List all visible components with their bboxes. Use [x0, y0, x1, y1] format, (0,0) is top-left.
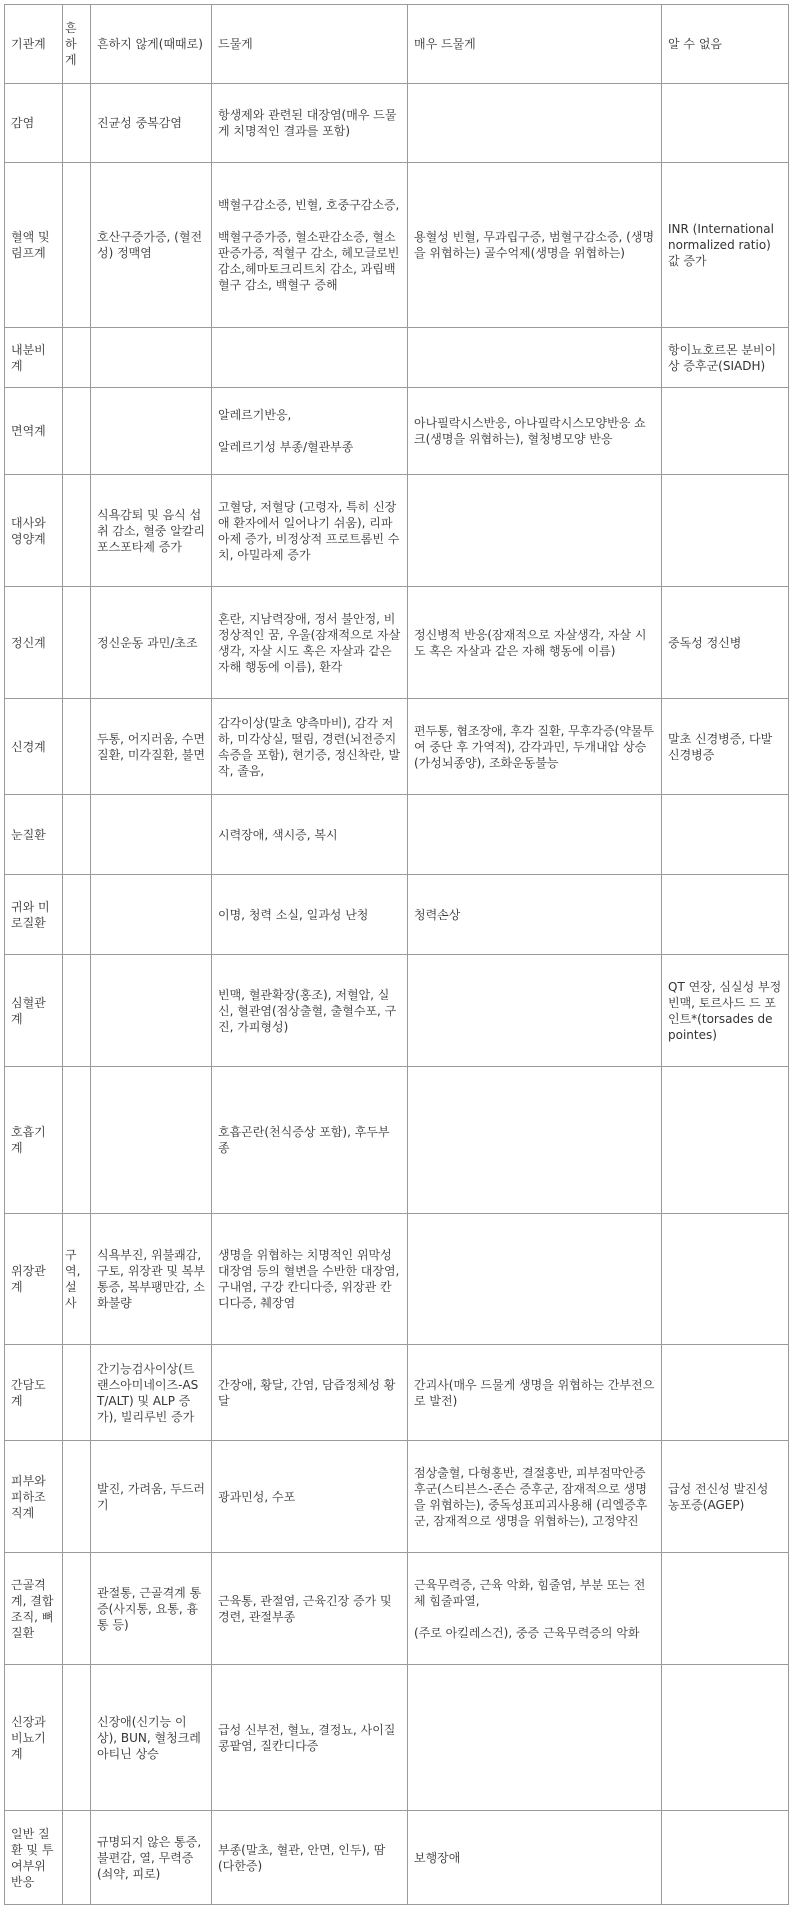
table-cell: 근육무력증, 근육 악화, 힘줄염, 부분 또는 전체 힘줄파열, (주로 아킬레스건), 중증 근육무력증의 악화: [408, 1553, 662, 1665]
organ-system-cell: 근골격계, 결합조직, 뼈 질환: [5, 1553, 63, 1665]
table-cell: [662, 1214, 789, 1345]
table-cell: [662, 84, 789, 163]
organ-system-cell: 내분비계: [5, 328, 63, 388]
table-cell: [91, 388, 212, 475]
table-cell: 백혈구감소증, 빈혈, 호중구감소증, 백혈구증가증, 혈소판감소증, 혈소판증가증, 적혈구 감소, 헤모글로빈 감소,헤마토크리트치 감소, 과립백혈구 감소, 백혈구 증해: [212, 163, 408, 328]
table-cell: [408, 84, 662, 163]
table-cell: 편두통, 협조장애, 후각 질환, 무후각증(약물투여 중단 후 가역적), 감각과민, 두개내압 상승(가성뇌종양), 조화운동불능: [408, 699, 662, 795]
table-cell: 관절통, 근골격계 통증(사지통, 요통, 흉통 등): [91, 1553, 212, 1665]
table-cell: 생명을 위협하는 치명적인 위막성대장염 등의 혈변을 수반한 대장염, 구내염, 구강 칸디다증, 위장관 칸디다증, 췌장염: [212, 1214, 408, 1345]
table-row: [5, 699, 789, 795]
table-cell: 용혈성 빈혈, 무과립구증, 범혈구감소증, (생명을 위협하는) 골수억제(생명을 위협하는): [408, 163, 662, 328]
table-cell: [63, 163, 91, 328]
table-cell: [662, 475, 789, 587]
table-cell: [91, 1067, 212, 1214]
column-header: 기관계: [5, 5, 63, 84]
table-cell: [91, 955, 212, 1067]
table-row: [5, 1067, 789, 1214]
organ-system-cell: 신경계: [5, 699, 63, 795]
table-cell: [212, 328, 408, 388]
table-cell: [63, 587, 91, 699]
adverse-reaction-table: [4, 4, 789, 1905]
organ-system-cell: 신장과 비뇨기계: [5, 1665, 63, 1811]
header-row: [5, 5, 789, 84]
table-row: [5, 875, 789, 955]
table-cell: 청력손상: [408, 875, 662, 955]
table-row: [5, 1811, 789, 1905]
table-cell: [63, 1665, 91, 1811]
table-cell: INR (International normalized ratio) 값 증가: [662, 163, 789, 328]
organ-system-cell: 혈액 및 림프계: [5, 163, 63, 328]
organ-system-cell: 심혈관계: [5, 955, 63, 1067]
table-cell: 발진, 가려움, 두드러기: [91, 1441, 212, 1553]
table-cell: [63, 388, 91, 475]
column-header: 드물게: [212, 5, 408, 84]
table-cell: [63, 1441, 91, 1553]
table-row: [5, 1665, 789, 1811]
table-row: [5, 388, 789, 475]
organ-system-cell: 정신계: [5, 587, 63, 699]
organ-system-cell: 귀와 미로질환: [5, 875, 63, 955]
table-cell: 근육통, 관절염, 근육긴장 증가 및 경련, 관절부종: [212, 1553, 408, 1665]
table-cell: 고혈당, 저혈당 (고령자, 특히 신장애 환자에서 일어나기 쉬움), 리파아제 증가, 비정상적 프로트롬빈 수치, 아밀라제 증가: [212, 475, 408, 587]
table-cell: 정신운동 과민/초조: [91, 587, 212, 699]
table-cell: [63, 699, 91, 795]
table-cell: 급성 신부전, 혈뇨, 결정뇨, 사이질콩팥염, 질칸디다증: [212, 1665, 408, 1811]
table-row: [5, 163, 789, 328]
table-cell: 구역, 설사: [63, 1214, 91, 1345]
table-cell: 말초 신경병증, 다발신경병증: [662, 699, 789, 795]
table-cell: 간기능검사이상(트랜스아미네이즈-AST/ALT) 및 ALP 증가), 빌리루빈 증가: [91, 1345, 212, 1441]
table-cell: [662, 1811, 789, 1905]
organ-system-cell: 눈질환: [5, 795, 63, 875]
table-row: [5, 587, 789, 699]
table-cell: [91, 875, 212, 955]
table-cell: 정신병적 반응(잠재적으로 자살생각, 자살 시도 혹은 자살과 같은 자해 행동에 이름): [408, 587, 662, 699]
table-cell: 두통, 어지러움, 수면질환, 미각질환, 불면: [91, 699, 212, 795]
table-cell: 빈맥, 혈관확장(홍조), 저혈압, 실신, 혈관염(점상출혈, 출혈수포, 구진, 가피형성): [212, 955, 408, 1067]
column-header: 알 수 없음: [662, 5, 789, 84]
table-row: [5, 795, 789, 875]
table-cell: [63, 1811, 91, 1905]
table-cell: 급성 전신성 발진성 농포증(AGEP): [662, 1441, 789, 1553]
table-cell: 혼란, 지남력장애, 정서 불안정, 비정상적인 꿈, 우울(잠재적으로 자살생각, 자살 시도 혹은 자살과 같은 자해 행동에 이름), 환각: [212, 587, 408, 699]
table-cell: 광과민성, 수포: [212, 1441, 408, 1553]
table-row: [5, 328, 789, 388]
table-cell: 보행장애: [408, 1811, 662, 1905]
organ-system-cell: 감염: [5, 84, 63, 163]
table-cell: [408, 328, 662, 388]
table-cell: [63, 1067, 91, 1214]
table-cell: [662, 1345, 789, 1441]
table-cell: [63, 475, 91, 587]
table-cell: [408, 475, 662, 587]
table-row: [5, 475, 789, 587]
column-header: 흔하게: [63, 5, 91, 84]
table-cell: 점상출혈, 다형홍반, 결절홍반, 피부점막안증후군(스티븐스-존슨 증후군, 잠재적으로 생명을 위협하는), 중독성표피괴사용해 (리엘증후군, 잠재적으로 생명을 위협하는), 고정약진: [408, 1441, 662, 1553]
table-cell: 중독성 정신병: [662, 587, 789, 699]
table-cell: [662, 1665, 789, 1811]
table-cell: [662, 1553, 789, 1665]
organ-system-cell: 피부와 피하조직계: [5, 1441, 63, 1553]
organ-system-cell: 간담도계: [5, 1345, 63, 1441]
organ-system-cell: 일반 질환 및 투여부위 반응: [5, 1811, 63, 1905]
table-cell: [63, 1553, 91, 1665]
table-cell: 부종(말초, 혈관, 안면, 인두), 땀(다한증): [212, 1811, 408, 1905]
table-cell: 식욕감퇴 및 음식 섭취 감소, 혈중 알칼리 포스포타제 증가: [91, 475, 212, 587]
organ-system-cell: 면역계: [5, 388, 63, 475]
table-cell: 아나필락시스반응, 아나필락시스모양반응 쇼크(생명을 위협하는), 혈청병모양 반응: [408, 388, 662, 475]
table-cell: 신장애(신기능 이상), BUN, 혈청크레아티닌 상승: [91, 1665, 212, 1811]
table-cell: [408, 1214, 662, 1345]
table-cell: [408, 795, 662, 875]
table-cell: [63, 1345, 91, 1441]
table-cell: 이명, 청력 소실, 일과성 난청: [212, 875, 408, 955]
column-header: 흔하지 않게(때때로): [91, 5, 212, 84]
table-row: [5, 955, 789, 1067]
column-header: 매우 드물게: [408, 5, 662, 84]
table-cell: 호산구증가증, (혈전성) 정맥염: [91, 163, 212, 328]
table-row: [5, 1441, 789, 1553]
table-cell: 감각이상(말초 양측마비), 감각 저하, 미각상실, 떨림, 경련(뇌전증지속증을 포함), 현기증, 정신착란, 발작, 졸음,: [212, 699, 408, 795]
table-cell: 호흡곤란(천식증상 포함), 후두부종: [212, 1067, 408, 1214]
table-cell: 진균성 중복감염: [91, 84, 212, 163]
organ-system-cell: 대사와 영양계: [5, 475, 63, 587]
table-cell: 알레르기반응, 알레르기성 부종/혈관부종: [212, 388, 408, 475]
organ-system-cell: 호흡기계: [5, 1067, 63, 1214]
organ-system-cell: 위장관계: [5, 1214, 63, 1345]
table-cell: [91, 328, 212, 388]
table-cell: 간괴사(매우 드물게 생명을 위협하는 간부전으로 발전): [408, 1345, 662, 1441]
table-cell: [63, 795, 91, 875]
table-cell: 항이뇨호르몬 분비이상 증후군(SIADH): [662, 328, 789, 388]
table-cell: [63, 955, 91, 1067]
table-row: [5, 1345, 789, 1441]
table-cell: QT 연장, 심실성 부정빈맥, 토르사드 드 포인트*(torsades de pointes): [662, 955, 789, 1067]
table-cell: 시력장애, 색시증, 복시: [212, 795, 408, 875]
table-cell: [662, 1067, 789, 1214]
table-cell: [63, 328, 91, 388]
table-cell: [91, 795, 212, 875]
table-row: [5, 84, 789, 163]
table-cell: 규명되지 않은 통증, 불편감, 열, 무력증(쇠약, 피로): [91, 1811, 212, 1905]
table-row: [5, 1553, 789, 1665]
table-row: [5, 1214, 789, 1345]
table-cell: [63, 84, 91, 163]
table-cell: [408, 1067, 662, 1214]
table-cell: [63, 875, 91, 955]
table-cell: [408, 1665, 662, 1811]
table-cell: [662, 795, 789, 875]
table-cell: 항생제와 관련된 대장염(매우 드물게 치명적인 결과를 포함): [212, 84, 408, 163]
table-cell: [662, 875, 789, 955]
table-cell: 식욕부진, 위불쾌감, 구토, 위장관 및 복부통증, 복부팽만감, 소화불량: [91, 1214, 212, 1345]
table-cell: [662, 388, 789, 475]
table-cell: [408, 955, 662, 1067]
table-cell: 간장애, 황달, 간염, 담즙정체성 황달: [212, 1345, 408, 1441]
